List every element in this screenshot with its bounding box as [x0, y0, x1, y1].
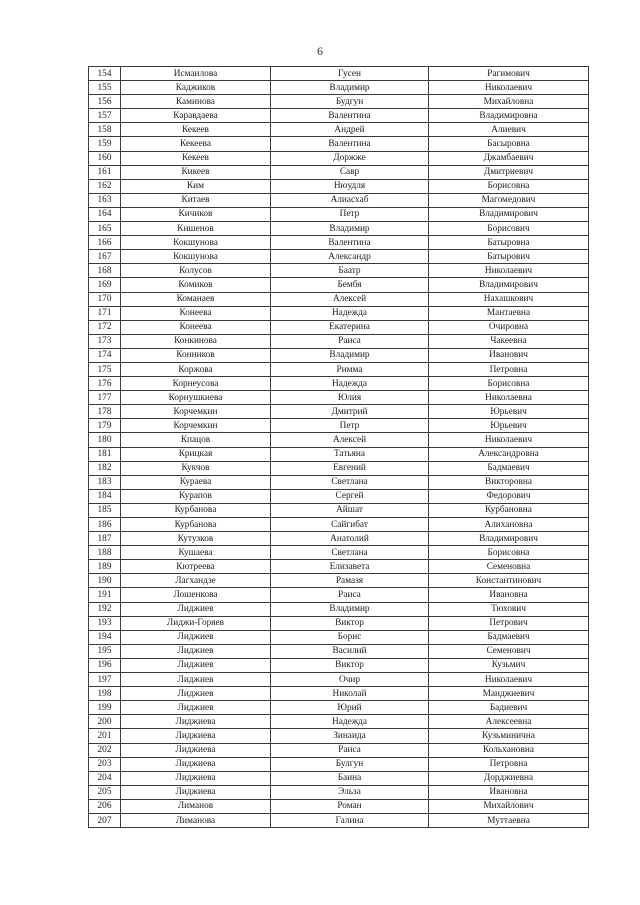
patronymic-cell: Муттаевна [429, 813, 589, 827]
last-name-cell: Кокшунова [121, 236, 271, 250]
last-name-cell: Лиманова [121, 813, 271, 827]
first-name-cell: Николай [271, 687, 429, 701]
last-name-cell: Ким [121, 179, 271, 193]
row-number-cell: 202 [89, 743, 121, 757]
last-name-cell: Кураева [121, 475, 271, 489]
table-row [89, 757, 589, 771]
row-number-cell: 170 [89, 292, 121, 306]
first-name-cell: Раиса [271, 743, 429, 757]
last-name-cell: Конеева [121, 306, 271, 320]
table-row [89, 377, 589, 391]
patronymic-cell: Борисович [429, 222, 589, 236]
row-number-cell: 198 [89, 687, 121, 701]
last-name-cell: Корчемкин [121, 405, 271, 419]
last-name-cell: Лиманов [121, 799, 271, 813]
patronymic-cell: Борисовна [429, 377, 589, 391]
table-row [89, 165, 589, 179]
row-number-cell: 178 [89, 405, 121, 419]
last-name-cell: Лиджиев [121, 602, 271, 616]
table-row [89, 207, 589, 221]
first-name-cell: Владимир [271, 81, 429, 95]
row-number-cell: 159 [89, 137, 121, 151]
last-name-cell: Конников [121, 348, 271, 362]
table-row [89, 489, 589, 503]
row-number-cell: 184 [89, 489, 121, 503]
patronymic-cell: Мантаевна [429, 306, 589, 320]
last-name-cell: Лагхандзе [121, 574, 271, 588]
patronymic-cell: Владимирович [429, 278, 589, 292]
patronymic-cell: Михайловна [429, 95, 589, 109]
row-number-cell: 176 [89, 377, 121, 391]
first-name-cell: Виктор [271, 616, 429, 630]
first-name-cell: Евгений [271, 461, 429, 475]
patronymic-cell: Кузьминична [429, 729, 589, 743]
first-name-cell: Андрей [271, 123, 429, 137]
first-name-cell: Надежда [271, 715, 429, 729]
table-row [89, 95, 589, 109]
patronymic-cell: Владимировна [429, 109, 589, 123]
roster-body [89, 67, 589, 828]
table-row [89, 602, 589, 616]
last-name-cell: Конкинова [121, 334, 271, 348]
first-name-cell: Александр [271, 250, 429, 264]
row-number-cell: 182 [89, 461, 121, 475]
row-number-cell: 156 [89, 95, 121, 109]
first-name-cell: Надежда [271, 377, 429, 391]
row-number-cell: 169 [89, 278, 121, 292]
row-number-cell: 200 [89, 715, 121, 729]
first-name-cell: Рамазя [271, 574, 429, 588]
table-row [89, 405, 589, 419]
last-name-cell: Кишенов [121, 222, 271, 236]
patronymic-cell: Магомедович [429, 193, 589, 207]
row-number-cell: 194 [89, 630, 121, 644]
first-name-cell: Айшат [271, 503, 429, 517]
first-name-cell: Петр [271, 207, 429, 221]
patronymic-cell: Александровна [429, 447, 589, 461]
row-number-cell: 175 [89, 362, 121, 376]
row-number-cell: 168 [89, 264, 121, 278]
last-name-cell: Кекеев [121, 151, 271, 165]
table-row [89, 348, 589, 362]
last-name-cell: Лиджиев [121, 630, 271, 644]
row-number-cell: 161 [89, 165, 121, 179]
row-number-cell: 163 [89, 193, 121, 207]
last-name-cell: Курбанова [121, 518, 271, 532]
table-row [89, 306, 589, 320]
last-name-cell: Кутузков [121, 532, 271, 546]
table-row [89, 658, 589, 672]
patronymic-cell: Николаевич [429, 673, 589, 687]
patronymic-cell: Батырович [429, 250, 589, 264]
table-row [89, 447, 589, 461]
row-number-cell: 157 [89, 109, 121, 123]
row-number-cell: 185 [89, 503, 121, 517]
last-name-cell: Комиков [121, 278, 271, 292]
last-name-cell: Кекеева [121, 137, 271, 151]
table-row [89, 151, 589, 165]
patronymic-cell: Ивановна [429, 785, 589, 799]
row-number-cell: 205 [89, 785, 121, 799]
row-number-cell: 197 [89, 673, 121, 687]
first-name-cell: Алексей [271, 292, 429, 306]
last-name-cell: Лиджиева [121, 785, 271, 799]
row-number-cell: 196 [89, 658, 121, 672]
row-number-cell: 179 [89, 419, 121, 433]
last-name-cell: Корчемкин [121, 419, 271, 433]
first-name-cell: Алексей [271, 433, 429, 447]
patronymic-cell: Бадмаевич [429, 461, 589, 475]
row-number-cell: 191 [89, 588, 121, 602]
last-name-cell: Колусов [121, 264, 271, 278]
last-name-cell: Кукчов [121, 461, 271, 475]
row-number-cell: 173 [89, 334, 121, 348]
first-name-cell: Гусен [271, 67, 429, 81]
row-number-cell: 180 [89, 433, 121, 447]
table-row [89, 588, 589, 602]
page-number: 6 [317, 44, 323, 58]
patronymic-cell: Басыровна [429, 137, 589, 151]
row-number-cell: 154 [89, 67, 121, 81]
table-row [89, 334, 589, 348]
patronymic-cell: Алексеевна [429, 715, 589, 729]
last-name-cell: Корнеусова [121, 377, 271, 391]
patronymic-cell: Чакеевна [429, 334, 589, 348]
first-name-cell: Доржже [271, 151, 429, 165]
row-number-cell: 172 [89, 320, 121, 334]
patronymic-cell: Дорджиевна [429, 771, 589, 785]
last-name-cell: Лиджиева [121, 743, 271, 757]
table-row [89, 433, 589, 447]
first-name-cell: Юлия [271, 391, 429, 405]
table-row [89, 644, 589, 658]
row-number-cell: 203 [89, 757, 121, 771]
table-row [89, 715, 589, 729]
table-row [89, 630, 589, 644]
first-name-cell: Юрий [271, 701, 429, 715]
row-number-cell: 204 [89, 771, 121, 785]
first-name-cell: Нюудля [271, 179, 429, 193]
table-row [89, 743, 589, 757]
last-name-cell: Лиджиева [121, 757, 271, 771]
first-name-cell: Баина [271, 771, 429, 785]
row-number-cell: 183 [89, 475, 121, 489]
first-name-cell: Владимир [271, 222, 429, 236]
last-name-cell: Каджиков [121, 81, 271, 95]
row-number-cell: 165 [89, 222, 121, 236]
table-row [89, 785, 589, 799]
last-name-cell: Лиджиев [121, 701, 271, 715]
table-row [89, 546, 589, 560]
patronymic-cell: Рагимович [429, 67, 589, 81]
row-number-cell: 192 [89, 602, 121, 616]
patronymic-cell: Курбановна [429, 503, 589, 517]
table-row [89, 81, 589, 95]
patronymic-cell: Бадмаевич [429, 630, 589, 644]
first-name-cell: Петр [271, 419, 429, 433]
patronymic-cell: Ивановна [429, 588, 589, 602]
first-name-cell: Светлана [271, 475, 429, 489]
patronymic-cell: Нахашкович [429, 292, 589, 306]
row-number-cell: 199 [89, 701, 121, 715]
first-name-cell: Елизавета [271, 560, 429, 574]
table-row [89, 687, 589, 701]
first-name-cell: Баатр [271, 264, 429, 278]
patronymic-cell: Семеновна [429, 560, 589, 574]
first-name-cell: Будгун [271, 95, 429, 109]
patronymic-cell: Иванович [429, 348, 589, 362]
table-row [89, 419, 589, 433]
last-name-cell: Лиджиев [121, 673, 271, 687]
patronymic-cell: Владимирович [429, 532, 589, 546]
last-name-cell: Лошенкова [121, 588, 271, 602]
patronymic-cell: Николаевна [429, 391, 589, 405]
first-name-cell: Татьяна [271, 447, 429, 461]
patronymic-cell: Борисовна [429, 179, 589, 193]
last-name-cell: Лиджиев [121, 687, 271, 701]
patronymic-cell: Бадиевич [429, 701, 589, 715]
first-name-cell: Сайгибат [271, 518, 429, 532]
last-name-cell: Лиджиева [121, 729, 271, 743]
first-name-cell: Екатерина [271, 320, 429, 334]
first-name-cell: Владимир [271, 602, 429, 616]
first-name-cell: Валентина [271, 109, 429, 123]
first-name-cell: Раиса [271, 334, 429, 348]
table-row [89, 179, 589, 193]
row-number-cell: 164 [89, 207, 121, 221]
first-name-cell: Валентина [271, 137, 429, 151]
table-row [89, 673, 589, 687]
last-name-cell: Лиджиева [121, 715, 271, 729]
table-row [89, 362, 589, 376]
table-row [89, 67, 589, 81]
patronymic-cell: Владимирович [429, 207, 589, 221]
row-number-cell: 206 [89, 799, 121, 813]
table-row [89, 461, 589, 475]
last-name-cell: Кичиков [121, 207, 271, 221]
patronymic-cell: Тюхович [429, 602, 589, 616]
patronymic-cell: Петрович [429, 616, 589, 630]
table-row [89, 560, 589, 574]
table-row [89, 729, 589, 743]
row-number-cell: 188 [89, 546, 121, 560]
table-row [89, 264, 589, 278]
table-row [89, 503, 589, 517]
patronymic-cell: Очировна [429, 320, 589, 334]
row-number-cell: 177 [89, 391, 121, 405]
last-name-cell: Лиджиев [121, 644, 271, 658]
last-name-cell: Кикеев [121, 165, 271, 179]
last-name-cell: Лиджиева [121, 771, 271, 785]
first-name-cell: Анатолий [271, 532, 429, 546]
table-row [89, 320, 589, 334]
first-name-cell: Светлана [271, 546, 429, 560]
row-number-cell: 189 [89, 560, 121, 574]
patronymic-cell: Николаевич [429, 433, 589, 447]
patronymic-cell: Юрьевич [429, 405, 589, 419]
first-name-cell: Сергей [271, 489, 429, 503]
table-row [89, 137, 589, 151]
patronymic-cell: Петровна [429, 362, 589, 376]
patronymic-cell: Манджиевич [429, 687, 589, 701]
row-number-cell: 166 [89, 236, 121, 250]
first-name-cell: Бембя [271, 278, 429, 292]
last-name-cell: Коржова [121, 362, 271, 376]
last-name-cell: Кокшунова [121, 250, 271, 264]
patronymic-cell: Дмитриевич [429, 165, 589, 179]
last-name-cell: Курбанова [121, 503, 271, 517]
last-name-cell: Конеева [121, 320, 271, 334]
last-name-cell: Каминова [121, 95, 271, 109]
table-row [89, 701, 589, 715]
patronymic-cell: Батыровна [429, 236, 589, 250]
last-name-cell: Кютреева [121, 560, 271, 574]
patronymic-cell: Константинович [429, 574, 589, 588]
patronymic-cell: Семенович [429, 644, 589, 658]
last-name-cell: Корнушкиева [121, 391, 271, 405]
table-row [89, 616, 589, 630]
patronymic-cell: Кузьмич [429, 658, 589, 672]
last-name-cell: Кпацов [121, 433, 271, 447]
row-number-cell: 193 [89, 616, 121, 630]
last-name-cell: Исмаилова [121, 67, 271, 81]
row-number-cell: 174 [89, 348, 121, 362]
first-name-cell: Владимир [271, 348, 429, 362]
row-number-cell: 186 [89, 518, 121, 532]
row-number-cell: 171 [89, 306, 121, 320]
first-name-cell: Савр [271, 165, 429, 179]
table-row [89, 292, 589, 306]
table-row [89, 771, 589, 785]
patronymic-cell: Алиевич [429, 123, 589, 137]
first-name-cell: Зинаида [271, 729, 429, 743]
patronymic-cell: Джамбаевич [429, 151, 589, 165]
table-row [89, 109, 589, 123]
row-number-cell: 155 [89, 81, 121, 95]
patronymic-cell: Федорович [429, 489, 589, 503]
last-name-cell: Курапов [121, 489, 271, 503]
first-name-cell: Алиасхаб [271, 193, 429, 207]
last-name-cell: Команаев [121, 292, 271, 306]
first-name-cell: Виктор [271, 658, 429, 672]
first-name-cell: Булгун [271, 757, 429, 771]
row-number-cell: 201 [89, 729, 121, 743]
row-number-cell: 162 [89, 179, 121, 193]
table-row [89, 518, 589, 532]
table-row [89, 813, 589, 827]
table-row [89, 475, 589, 489]
table-row [89, 532, 589, 546]
first-name-cell: Валентина [271, 236, 429, 250]
table-row [89, 250, 589, 264]
patronymic-cell: Викторовна [429, 475, 589, 489]
table-row [89, 391, 589, 405]
row-number-cell: 195 [89, 644, 121, 658]
last-name-cell: Каравдаева [121, 109, 271, 123]
last-name-cell: Кекеев [121, 123, 271, 137]
patronymic-cell: Борисовна [429, 546, 589, 560]
row-number-cell: 158 [89, 123, 121, 137]
patronymic-cell: Кольхановна [429, 743, 589, 757]
last-name-cell: Крицкая [121, 447, 271, 461]
patronymic-cell: Николаевич [429, 81, 589, 95]
row-number-cell: 187 [89, 532, 121, 546]
first-name-cell: Дмитрий [271, 405, 429, 419]
first-name-cell: Галина [271, 813, 429, 827]
table-row [89, 574, 589, 588]
row-number-cell: 160 [89, 151, 121, 165]
row-number-cell: 207 [89, 813, 121, 827]
patronymic-cell: Алихановна [429, 518, 589, 532]
table-row [89, 236, 589, 250]
table-row [89, 799, 589, 813]
table-row [89, 222, 589, 236]
last-name-cell: Лиджиев [121, 658, 271, 672]
first-name-cell: Роман [271, 799, 429, 813]
first-name-cell: Раиса [271, 588, 429, 602]
table-row [89, 123, 589, 137]
roster-table [88, 66, 589, 828]
patronymic-cell: Михайлович [429, 799, 589, 813]
last-name-cell: Китаев [121, 193, 271, 207]
table-row [89, 278, 589, 292]
row-number-cell: 190 [89, 574, 121, 588]
first-name-cell: Эльза [271, 785, 429, 799]
row-number-cell: 181 [89, 447, 121, 461]
row-number-cell: 167 [89, 250, 121, 264]
first-name-cell: Очир [271, 673, 429, 687]
table-row [89, 193, 589, 207]
first-name-cell: Борис [271, 630, 429, 644]
first-name-cell: Надежда [271, 306, 429, 320]
last-name-cell: Лиджи-Горяев [121, 616, 271, 630]
first-name-cell: Римма [271, 362, 429, 376]
first-name-cell: Василий [271, 644, 429, 658]
patronymic-cell: Николаевич [429, 264, 589, 278]
last-name-cell: Кушаева [121, 546, 271, 560]
patronymic-cell: Петровна [429, 757, 589, 771]
patronymic-cell: Юрьевич [429, 419, 589, 433]
